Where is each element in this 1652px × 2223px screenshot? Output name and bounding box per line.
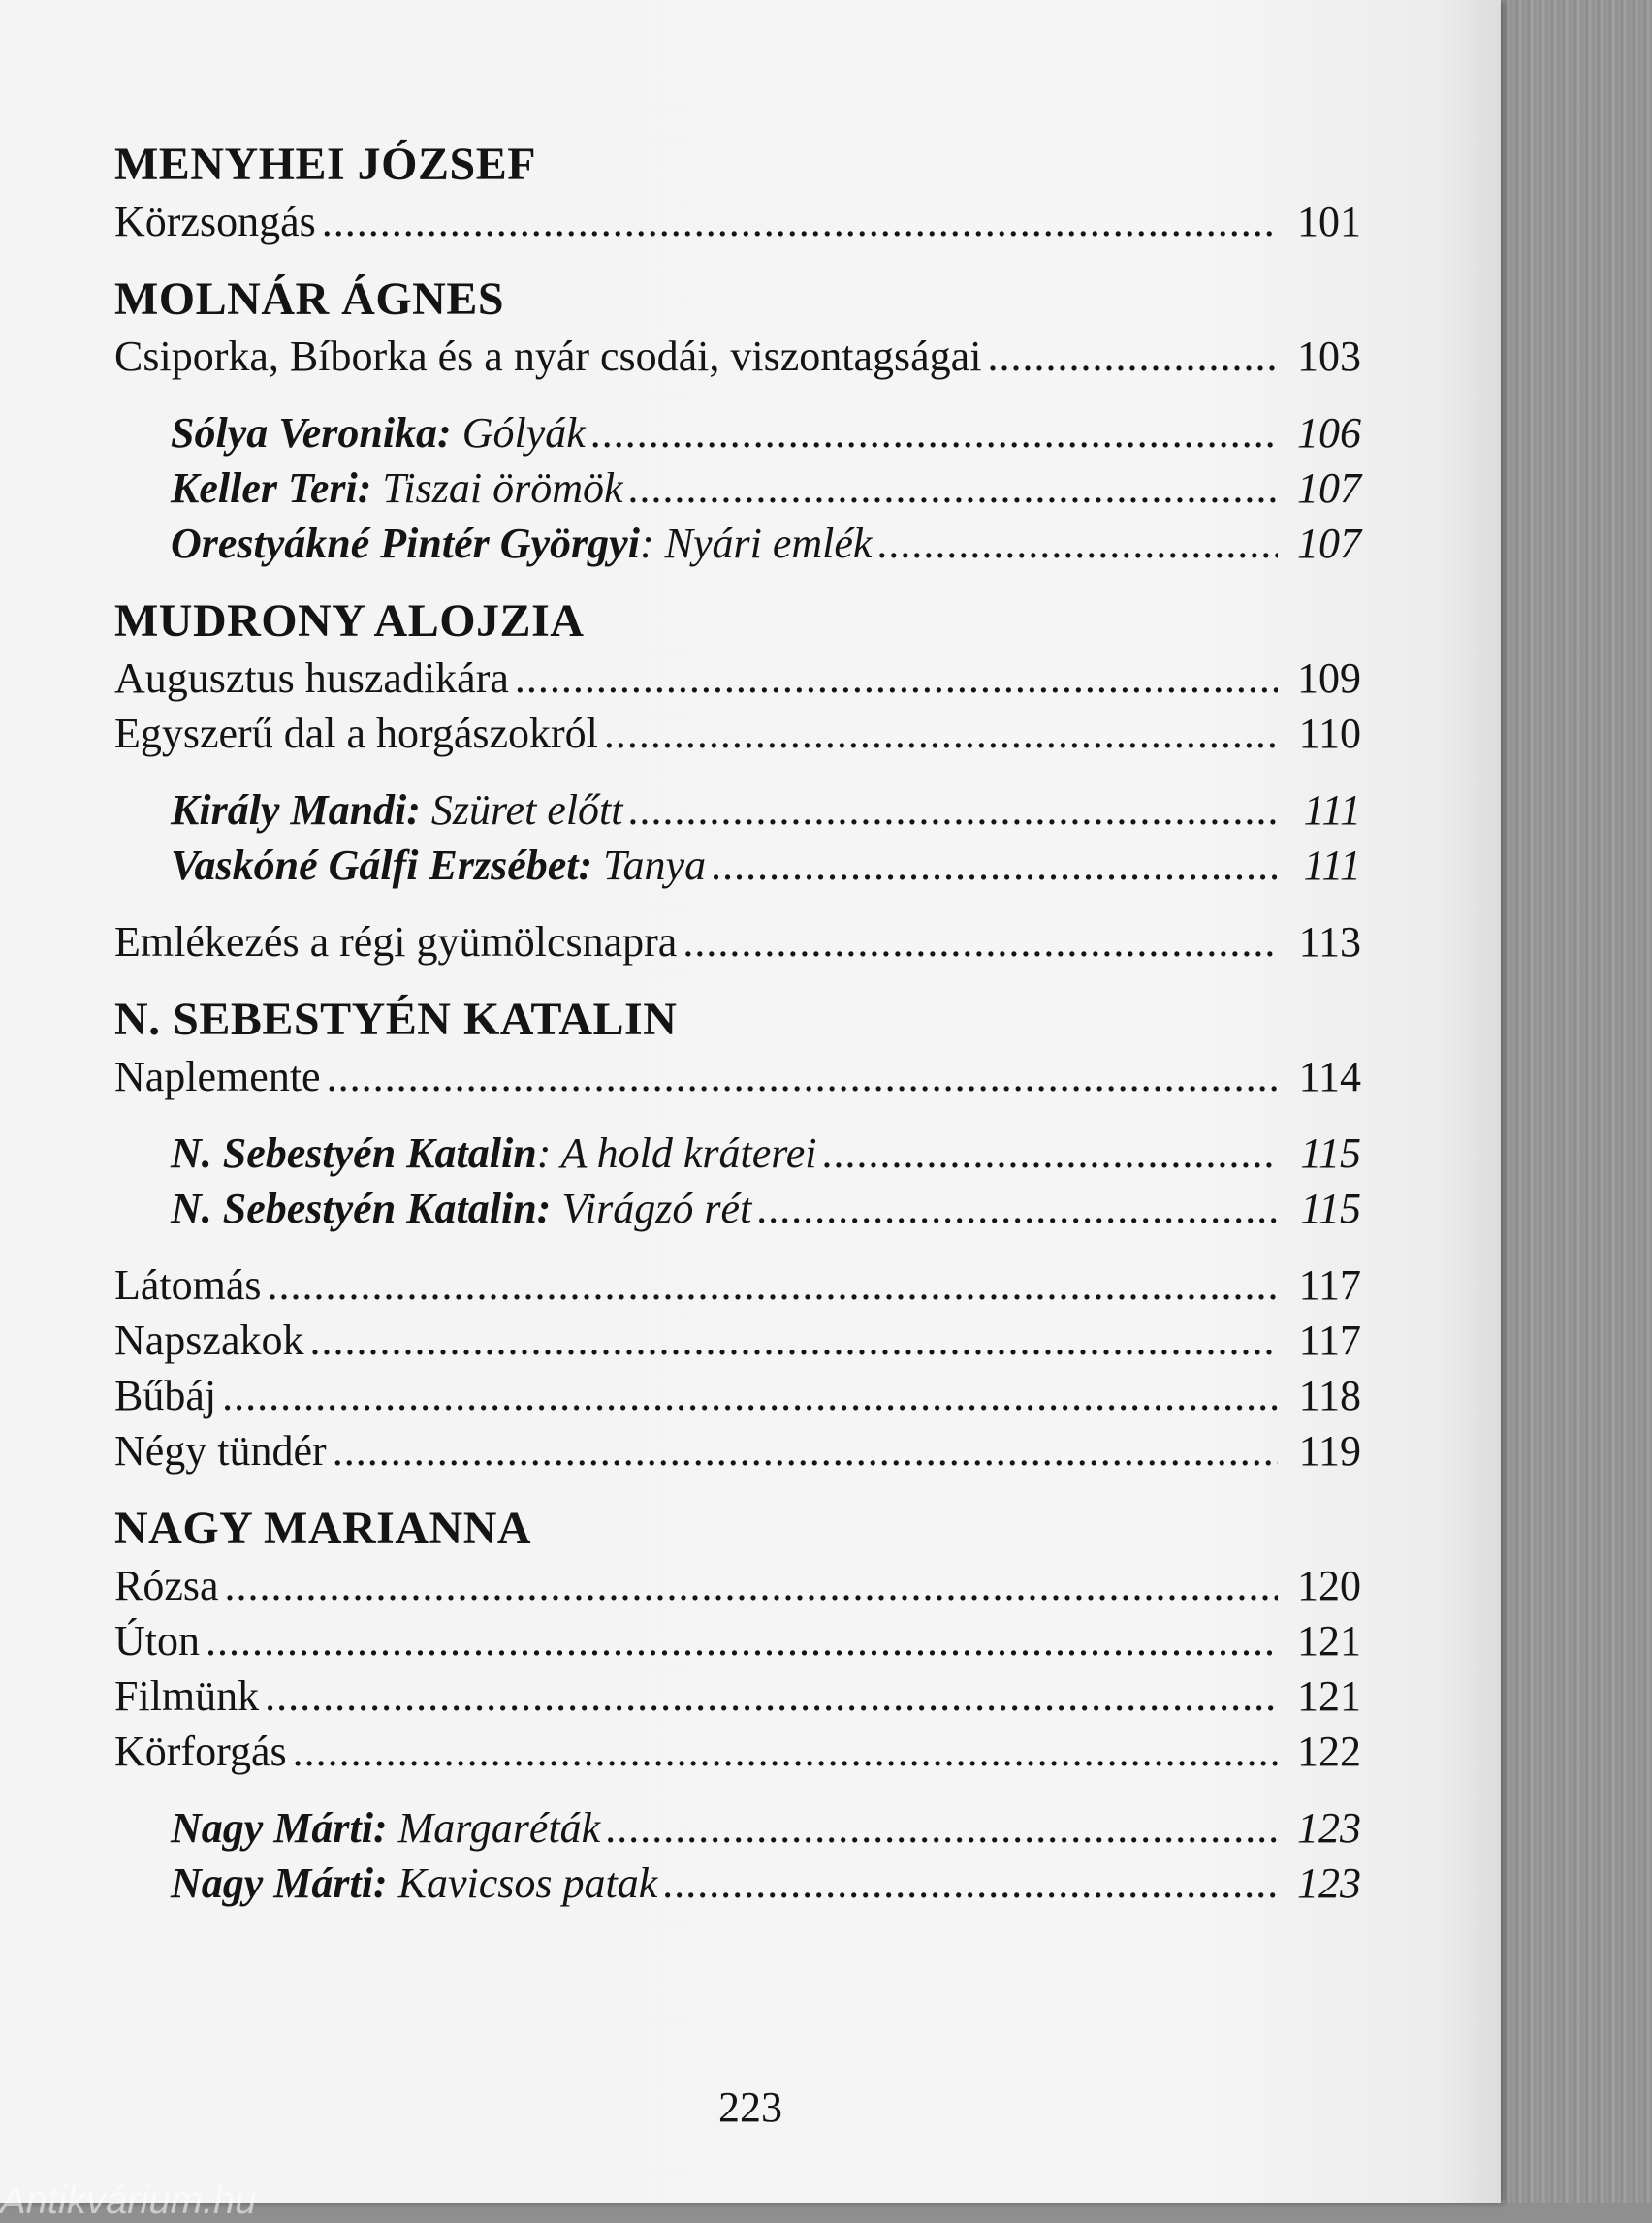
- entry-title: : A hold kráterei: [536, 1129, 817, 1177]
- contributor-name: Nagy Márti:: [171, 1804, 388, 1852]
- entry-title: Szüret előtt: [430, 786, 623, 834]
- dot-leader: [322, 194, 1278, 249]
- entry-title: Bűbáj: [114, 1372, 217, 1419]
- toc-subentry: [114, 1126, 1361, 1181]
- entry-page: 103: [1297, 333, 1361, 380]
- entry-title: Négy tündér: [114, 1427, 327, 1475]
- dot-leader: [757, 1181, 1278, 1236]
- entry-title: Virágzó rét: [561, 1185, 752, 1232]
- entry-page: 123: [1297, 1804, 1361, 1852]
- entry-page: 107: [1297, 520, 1361, 567]
- dot-leader: [606, 1800, 1278, 1856]
- dot-leader: [310, 1313, 1279, 1368]
- author-heading: MOLNÁR ÁGNES: [114, 273, 505, 325]
- entry-page: 113: [1298, 918, 1361, 966]
- entry-title: : Nyári emlék: [639, 520, 873, 567]
- toc-entry: [114, 1558, 1361, 1613]
- toc-entry: [114, 194, 1361, 249]
- entry-title: Emlékezés a régi gyümölcsnapra: [114, 918, 678, 966]
- author-heading: MUDRONY ALOJZIA: [114, 595, 585, 647]
- entry-title: Augusztus huszadikára: [114, 654, 509, 702]
- book-spine-background: [1491, 0, 1652, 2203]
- entry-page: 123: [1297, 1859, 1361, 1907]
- dot-leader: [629, 782, 1279, 838]
- dot-leader: [327, 1049, 1278, 1104]
- entry-title: Látomás: [114, 1261, 262, 1309]
- toc-entry: [114, 1368, 1361, 1423]
- entry-page: 121: [1297, 1672, 1361, 1720]
- contributor-name: Orestyákné Pintér Györgyi: [171, 520, 640, 567]
- toc-entry: [114, 1313, 1361, 1368]
- entry-title: Egyszerű dal a horgászokról: [114, 710, 598, 757]
- dot-leader: [629, 460, 1278, 516]
- contributor-name: Sólya Veronika:: [171, 409, 452, 457]
- toc-subentry: [114, 460, 1361, 516]
- dot-leader: [333, 1423, 1278, 1478]
- toc-entry: [114, 1668, 1361, 1724]
- contributor-name: Keller Teri:: [171, 464, 372, 512]
- dot-leader: [823, 1126, 1278, 1181]
- watermark: Antikvárium.hu: [0, 2179, 257, 2222]
- toc-subentry: [114, 405, 1361, 460]
- entry-title: Úton: [114, 1617, 200, 1665]
- entry-title: Tanya: [603, 842, 707, 889]
- entry-page: 121: [1297, 1617, 1361, 1665]
- dot-leader: [877, 516, 1278, 571]
- toc-entry: [114, 329, 1361, 384]
- entry-page: 119: [1298, 1427, 1361, 1475]
- entry-page: 109: [1297, 654, 1361, 702]
- toc-entry: [114, 706, 1361, 761]
- entry-page: 115: [1300, 1185, 1361, 1232]
- toc-subentry: [114, 1856, 1361, 1911]
- contributor-name: N. Sebestyén Katalin:: [171, 1185, 552, 1232]
- toc-subentry: [114, 1800, 1361, 1856]
- entry-title: Filmünk: [114, 1672, 260, 1720]
- contributor-name: Vaskóné Gálfi Erzsébet:: [171, 842, 593, 889]
- dot-leader: [225, 1558, 1278, 1613]
- dot-leader: [987, 329, 1278, 384]
- entry-title: Körzsongás: [114, 198, 316, 245]
- entry-page: 114: [1298, 1053, 1361, 1100]
- dot-leader: [293, 1724, 1278, 1779]
- toc-entry: [114, 651, 1361, 706]
- entry-page: 106: [1297, 409, 1361, 457]
- contributor-name: N. Sebestyén Katalin: [171, 1129, 537, 1177]
- toc-entry: [114, 1613, 1361, 1668]
- author-heading: MENYHEI JÓZSEF: [114, 139, 537, 190]
- contributor-name: Nagy Márti:: [171, 1859, 388, 1907]
- entry-page: 111: [1303, 786, 1361, 834]
- entry-page: 118: [1298, 1372, 1361, 1419]
- toc-subentry: [114, 782, 1361, 838]
- entry-page: 110: [1298, 710, 1361, 757]
- entry-page: 117: [1298, 1317, 1361, 1364]
- entry-page: 107: [1297, 464, 1361, 512]
- entry-page: 122: [1297, 1728, 1361, 1775]
- table-of-contents: [114, 136, 1361, 1911]
- entry-title: Tiszai örömök: [382, 464, 623, 512]
- entry-title: Gólyák: [461, 409, 586, 457]
- page-number: 223: [718, 2083, 782, 2131]
- dot-leader: [712, 838, 1278, 893]
- entry-title: Rózsa: [114, 1562, 219, 1609]
- contributor-name: Király Mandi:: [171, 786, 421, 834]
- dot-leader: [268, 1257, 1278, 1313]
- entry-title: Kavicsos patak: [397, 1859, 658, 1907]
- dot-leader: [206, 1613, 1278, 1668]
- entry-title: Naplemente: [114, 1053, 321, 1100]
- dot-leader: [222, 1368, 1278, 1423]
- dot-leader: [265, 1668, 1278, 1724]
- entry-page: 117: [1298, 1261, 1361, 1309]
- toc-entry: [114, 1257, 1361, 1313]
- entry-page: 120: [1297, 1562, 1361, 1609]
- entry-page: 101: [1297, 198, 1361, 245]
- toc-entry: [114, 1049, 1361, 1104]
- entry-title: Napszakok: [114, 1317, 304, 1364]
- toc-entry: [114, 1423, 1361, 1478]
- entry-page: 111: [1303, 842, 1361, 889]
- entry-title: Csiporka, Bíborka és a nyár csodái, viszontagságai: [114, 333, 982, 380]
- dot-leader: [683, 914, 1278, 969]
- toc-entry: [114, 914, 1361, 969]
- dot-leader: [591, 405, 1278, 460]
- entry-page: 115: [1300, 1129, 1361, 1177]
- author-heading: NAGY MARIANNA: [114, 1503, 532, 1554]
- toc-subentry: [114, 1181, 1361, 1236]
- dot-leader: [515, 651, 1278, 706]
- toc-entry: [114, 1724, 1361, 1779]
- author-heading: N. SEBESTYÉN KATALIN: [114, 994, 678, 1045]
- toc-subentry: [114, 838, 1361, 893]
- toc-subentry: [114, 516, 1361, 571]
- entry-title: Margaréták: [397, 1804, 601, 1852]
- entry-title: Körforgás: [114, 1728, 287, 1775]
- dot-leader: [663, 1856, 1278, 1911]
- dot-leader: [604, 706, 1278, 761]
